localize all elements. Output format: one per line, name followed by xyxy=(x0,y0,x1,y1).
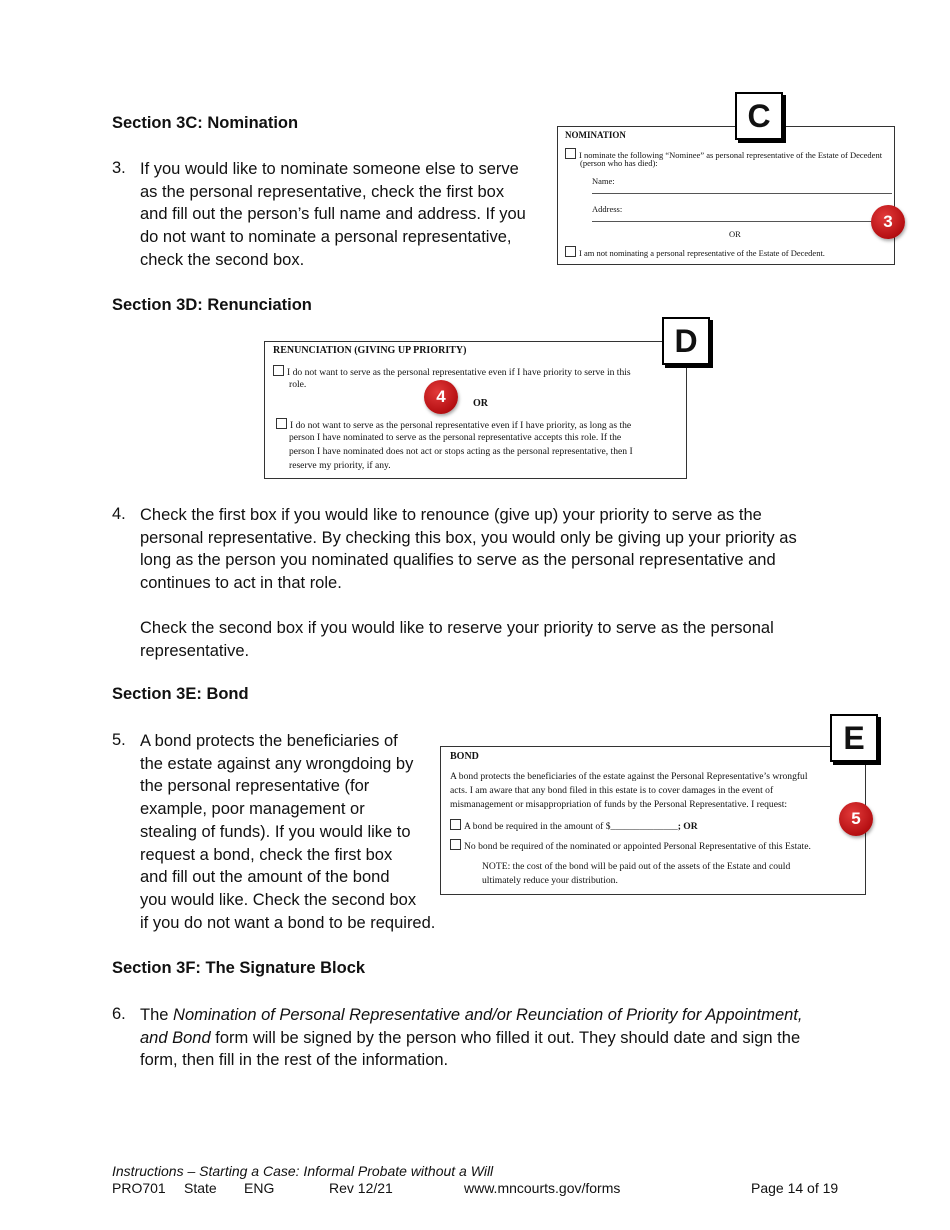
section-3d-heading: Section 3D: Renunciation xyxy=(112,296,312,314)
text-line: the personal representative (for xyxy=(140,777,370,796)
text-line: do not want to nominate a personal representative, xyxy=(140,228,512,247)
text-line: A bond protects the beneficiaries of the estate against the Personal Representative’s wrongful xyxy=(450,771,808,782)
section-3f-heading: Section 3F: The Signature Block xyxy=(112,959,366,977)
option-text: A bond be required in the amount of $ xyxy=(464,821,611,832)
text-line xyxy=(140,1004,803,1027)
callout-badge-4: 4 xyxy=(424,380,458,414)
item-number-6: 6. xyxy=(112,1005,126,1023)
bond-required-checkbox[interactable] xyxy=(450,819,461,830)
text-line: request a bond, check the first box xyxy=(140,845,393,864)
section-3e-heading: Section 3E: Bond xyxy=(112,685,249,703)
text-line: stealing of funds). If you would like to xyxy=(140,822,411,841)
footer-revision: Rev 12/21 xyxy=(329,1180,393,1196)
nomination-form-excerpt xyxy=(557,126,895,265)
option-text: I do not want to serve as the personal representative even if I have priority, as long as the xyxy=(290,420,632,431)
bond-option-1 xyxy=(450,819,698,832)
text-line: If you would like to nominate someone else to serve xyxy=(140,160,519,178)
renunciation-option-1-cont: role. xyxy=(289,379,307,390)
text-line: as the personal representative, check the first box xyxy=(140,182,505,201)
name-label: Name: xyxy=(592,176,615,186)
option-text: No bond be required of the nominated or appointed Personal Representative of this Estate. xyxy=(464,841,811,852)
form-title-italic: Nomination of Personal Representative and/or Reunciation of Priority for Appointment, xyxy=(173,1006,803,1024)
text-line: continues to act in that role. xyxy=(140,574,342,593)
name-input-line[interactable] xyxy=(592,193,892,194)
form-letter-c: C xyxy=(735,92,783,140)
bond-title: BOND xyxy=(450,751,479,762)
text-line: and fill out the amount of the bond xyxy=(140,868,390,887)
form-letter-e: E xyxy=(830,714,878,762)
section-3e-instructions xyxy=(140,730,435,934)
text-line: if you do not want a bond to be required. xyxy=(140,913,436,932)
text-line: check the second box. xyxy=(140,250,305,269)
footer-jurisdiction: State xyxy=(184,1180,217,1196)
footer-language: ENG xyxy=(244,1180,275,1196)
text-line: NOTE: the cost of the bond will be paid out of the assets of the Estate and could xyxy=(482,861,791,872)
renunciation-option-1 xyxy=(273,365,683,378)
bond-form-excerpt xyxy=(440,746,866,895)
text-line: personal representative. By checking this box, you would only be giving up your priority as xyxy=(140,528,797,547)
text-line: Check the first box if you would like to renounce (give up) your priority to serve as the xyxy=(140,506,762,524)
option-text: reserve my priority, if any. xyxy=(289,460,391,471)
nomination-option-2 xyxy=(565,246,825,258)
section-3d-instructions-2 xyxy=(140,617,774,662)
no-bond-checkbox[interactable] xyxy=(450,839,461,850)
nominate-checkbox[interactable] xyxy=(565,148,576,159)
item-number-3: 3. xyxy=(112,159,126,177)
renunciation-option-2 xyxy=(276,418,631,431)
option-text: I nominate the following “Nominee” as personal representative of the Estate of Decedent xyxy=(579,150,883,160)
renunciation-form-excerpt xyxy=(264,341,687,479)
text-line: example, poor management or xyxy=(140,800,365,819)
section-3c-heading: Section 3C: Nomination xyxy=(112,114,299,132)
text-line: and fill out the person’s full name and address. If you xyxy=(140,205,526,224)
text-line: the estate against any wrongdoing by xyxy=(140,754,414,773)
text-line: A bond protects the beneficiaries of xyxy=(140,732,398,750)
footer-page-number: Page 14 of 19 xyxy=(751,1180,839,1196)
bond-note xyxy=(482,860,790,887)
bond-intro xyxy=(450,770,808,812)
form-letter-d: D xyxy=(662,317,710,365)
or-label: OR xyxy=(473,398,488,409)
item-number-5: 5. xyxy=(112,731,126,749)
text-line: mismanagement or misappropriation of funds by the Personal Representative. I request: xyxy=(450,799,788,810)
renounce-checkbox[interactable] xyxy=(273,365,284,376)
text-line: you would like. Check the second box xyxy=(140,890,417,909)
callout-badge-3: 3 xyxy=(871,205,905,239)
callout-badge-5: 5 xyxy=(839,802,873,836)
or-label: OR xyxy=(729,229,741,239)
section-3f-instructions xyxy=(140,1004,803,1072)
or-label: ; OR xyxy=(677,821,698,832)
section-3c-instructions xyxy=(140,158,560,272)
option-text: person I have nominated does not act or stops acting as the personal representative, then I xyxy=(289,446,633,457)
option-text: I do not want to serve as the personal representative even if I have priority to serve in this xyxy=(287,367,631,378)
footer-title: Instructions – Starting a Case: Informal Probate without a Will xyxy=(112,1163,494,1179)
text-line xyxy=(140,1027,803,1050)
item-number-4: 4. xyxy=(112,505,126,523)
text-line: Check the second box if you would like to reserve your priority to serve as the personal xyxy=(140,619,774,637)
nomination-option-1-cont: (person who has died): xyxy=(580,158,658,168)
form-title-italic: and Bond xyxy=(140,1028,211,1047)
section-3d-instructions xyxy=(140,504,797,595)
nomination-title: NOMINATION xyxy=(565,130,626,140)
text-line: representative. xyxy=(140,641,250,660)
text-line: ultimately reduce your distribution. xyxy=(482,874,618,886)
footer-website-link[interactable]: www.mncourts.gov/forms xyxy=(464,1180,621,1196)
not-nominating-checkbox[interactable] xyxy=(565,246,576,257)
bond-option-2 xyxy=(450,839,811,852)
footer-form-code: PRO701 xyxy=(112,1180,166,1196)
address-label: Address: xyxy=(592,204,623,214)
address-input-line[interactable] xyxy=(592,221,892,222)
renunciation-title: RENUNCIATION (GIVING UP PRIORITY) xyxy=(273,345,467,356)
option-text: person I have nominated to serve as the personal representative accepts this role. If the xyxy=(289,432,622,443)
option-text: I am not nominating a personal representative of the Estate of Decedent. xyxy=(579,248,825,258)
text-line: long as the person you nominated qualifies to serve as the personal representative and xyxy=(140,551,776,570)
text-segment: The xyxy=(140,1006,174,1024)
text-line: acts. I am aware that any bond filed in this estate is to cover damages in the event of xyxy=(450,785,774,796)
text-line: form, then fill in the rest of the information. xyxy=(140,1051,449,1070)
reserve-priority-checkbox[interactable] xyxy=(276,418,287,429)
text-segment: form will be signed by the person who filled it out. They should date and sign the xyxy=(210,1028,801,1047)
bond-amount-field[interactable]: ______________ xyxy=(610,821,678,832)
